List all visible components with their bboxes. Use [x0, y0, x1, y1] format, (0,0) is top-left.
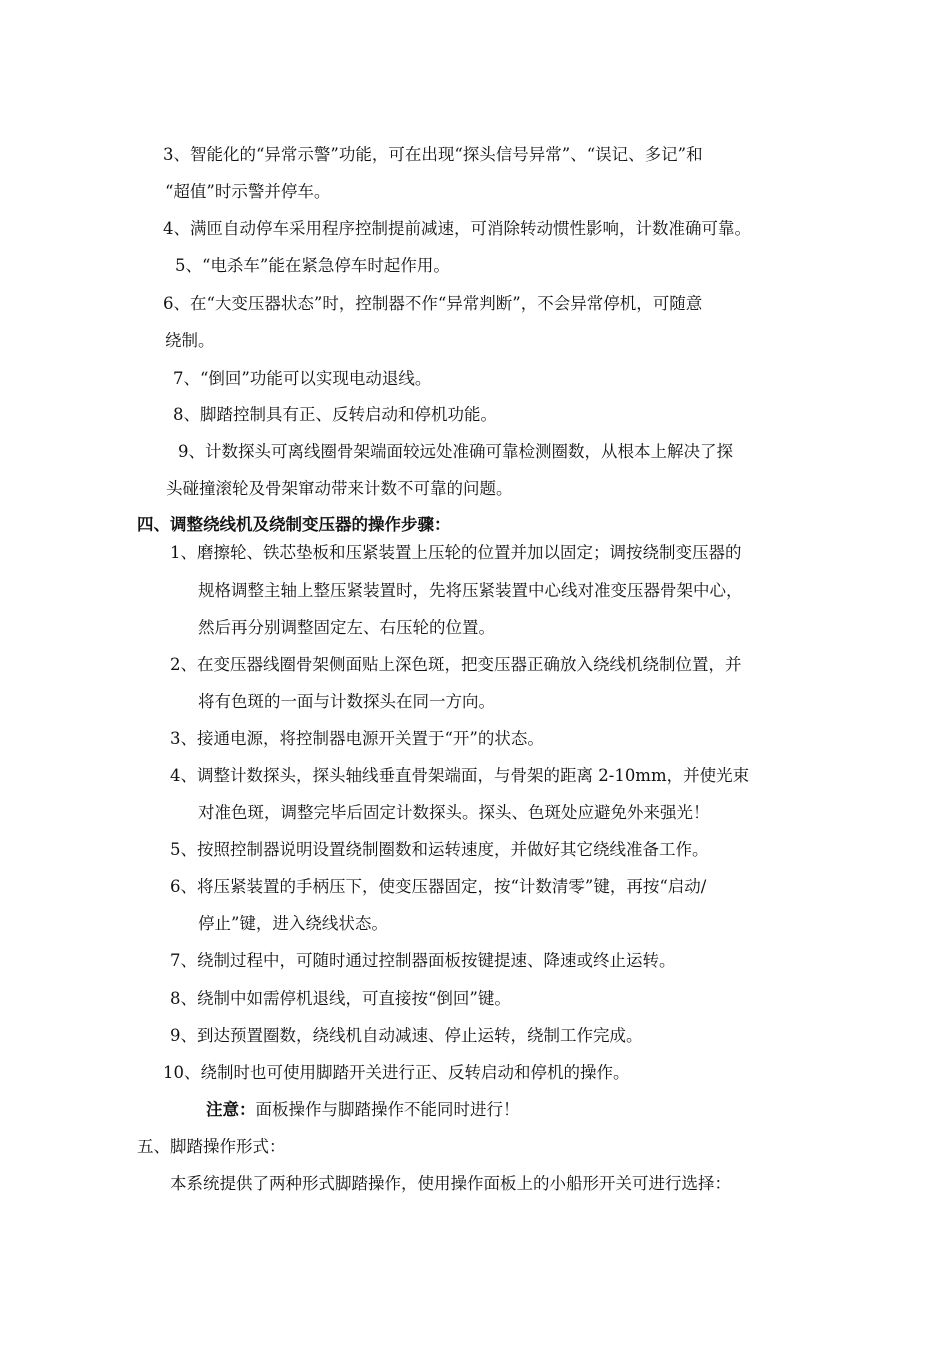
feature-item-7: 7、“倒回”功能可以实现电动退线。 — [173, 369, 432, 388]
step-6-line-1: 6、将压紧装置的手柄压下，使变压器固定，按“计数清零”键，再按“启动/ — [170, 877, 707, 896]
feature-item-5: 5、“电杀车”能在紧急停车时起作用。 — [175, 256, 450, 275]
section-5-heading: 五、脚踏操作形式： — [137, 1137, 286, 1156]
step-4-line-1: 4、调整计数探头，探头轴线垂直骨架端面，与骨架的距离 2-10mm，并使光束 — [170, 766, 750, 785]
feature-item-6-line-2: 绕制。 — [165, 331, 215, 350]
note — [206, 1098, 520, 1122]
feature-item-3-line-2: “超值”时示警并停车。 — [165, 182, 331, 201]
step-8: 8、绕制中如需停机退线，可直接按“倒回”键。 — [170, 989, 511, 1008]
step-3: 3、接通电源，将控制器电源开关置于“开”的状态。 — [170, 729, 544, 748]
feature-item-3-line-1: 3、智能化的“异常示警”功能，可在出现“探头信号异常”、“误记、多记”和 — [163, 145, 703, 164]
section-5-intro: 本系统提供了两种形式脚踏操作，使用操作面板上的小船形开关可进行选择： — [170, 1174, 731, 1193]
step-6-line-2: 停止”键，进入绕线状态。 — [198, 914, 388, 933]
feature-item-9-line-1: 9、计数探头可离线圈骨架端面较远处准确可靠检测圈数，从根本上解决了探 — [178, 442, 733, 461]
step-1-line-1: 1、磨擦轮、铁芯垫板和压紧装置上压轮的位置并加以固定；调按绕制变压器的 — [170, 543, 742, 562]
step-1-line-3: 然后再分别调整固定左、右压轮的位置。 — [198, 618, 495, 637]
step-1-line-2: 规格调整主轴上整压紧装置时，先将压紧装置中心线对准变压器骨架中心， — [198, 581, 743, 600]
note-label: 注意： — [206, 1100, 256, 1119]
note-text: 面板操作与脚踏操作不能同时进行！ — [255, 1100, 520, 1119]
feature-item-8: 8、脚踏控制具有正、反转启动和停机功能。 — [173, 405, 497, 424]
step-2-line-1: 2、在变压器线圈骨架侧面贴上深色斑，把变压器正确放入绕线机绕制位置，并 — [170, 655, 742, 674]
step-4-line-2: 对准色斑，调整完毕后固定计数探头。探头、色斑处应避免外来强光！ — [198, 803, 710, 822]
step-7: 7、绕制过程中，可随时通过控制器面板按键提速、降速或终止运转。 — [170, 951, 676, 970]
step-10: 10、绕制时也可使用脚踏开关进行正、反转启动和停机的操作。 — [163, 1063, 630, 1082]
step-5: 5、按照控制器说明设置绕制圈数和运转速度，并做好其它绕线准备工作。 — [170, 840, 709, 859]
feature-item-9-line-2: 头碰撞滚轮及骨架窜动带来计数不可靠的问题。 — [166, 479, 513, 498]
step-9: 9、到达预置圈数，绕线机自动减速、停止运转，绕制工作完成。 — [170, 1026, 643, 1045]
feature-item-4: 4、满匝自动停车采用程序控制提前减速，可消除转动惯性影响，计数准确可靠。 — [163, 219, 751, 238]
step-2-line-2: 将有色斑的一面与计数探头在同一方向。 — [198, 692, 495, 711]
feature-item-6-line-1: 6、在“大变压器状态”时，控制器不作“异常判断”，不会异常停机，可随意 — [163, 294, 703, 313]
section-4-heading: 四、调整绕线机及绕制变压器的操作步骤： — [137, 515, 451, 534]
